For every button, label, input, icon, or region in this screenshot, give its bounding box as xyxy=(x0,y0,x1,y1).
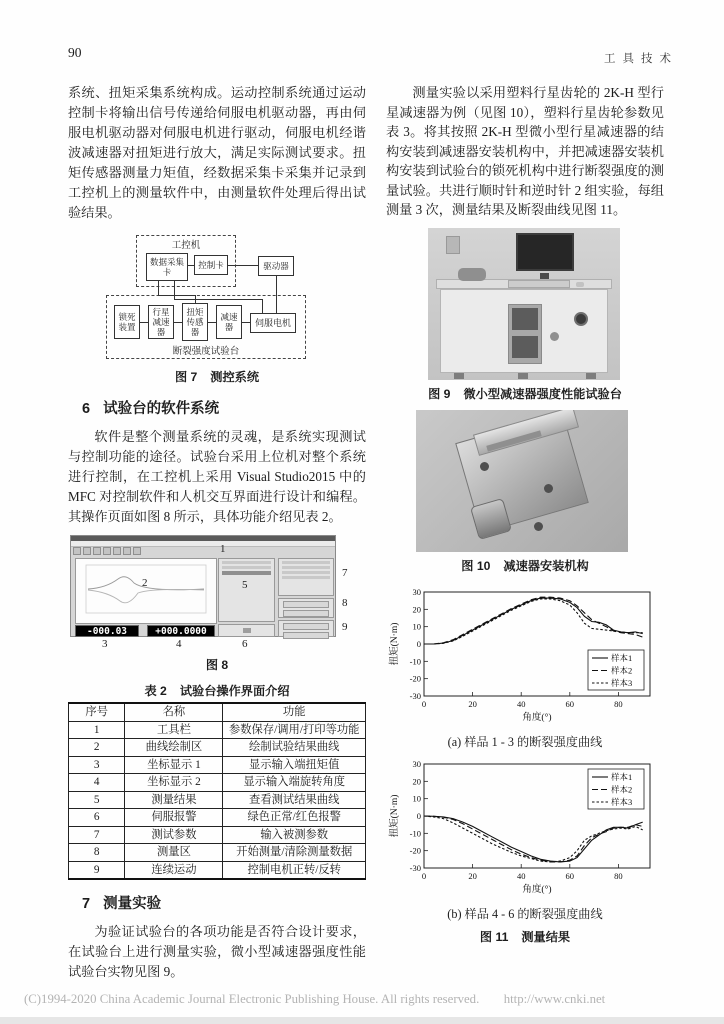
svg-text:10: 10 xyxy=(412,621,421,632)
toolbar-icon xyxy=(93,547,101,555)
svg-text:样本2: 样本2 xyxy=(611,784,633,794)
table-cell: 显示输入端旋转角度 xyxy=(223,774,366,792)
chart-b-wrap xyxy=(386,756,664,922)
figure7-diagram xyxy=(82,231,352,363)
table-cell: 7 xyxy=(69,826,125,844)
table-row xyxy=(69,721,366,739)
table-row xyxy=(69,826,366,844)
callout-8: 8 xyxy=(342,597,348,609)
col-header-function: 功能 xyxy=(223,703,366,721)
svg-text:-10: -10 xyxy=(409,655,421,666)
callout-4: 4 xyxy=(176,638,182,650)
table-cell: 1 xyxy=(69,721,125,739)
forward-button[interactable] xyxy=(283,623,329,630)
paragraph-software: 软件是整个测量系统的灵魂，是系统实现测试与控制功能的途径。试验台采用上位机对整个系统进行控制，在工控机上采用 Visual Studio2015 中的MFC 对控制软件和人机交互界面进行设计和编程。其操作页面如图 8 所示，具体功能介绍见表 2。 xyxy=(68,429,366,524)
table-cell: 绘制试验结果曲线 xyxy=(223,739,366,757)
param-field[interactable] xyxy=(282,566,330,569)
table-cell: 曲线绘制区 xyxy=(125,739,223,757)
paragraph-experiment: 为验证试验台的各项功能是否符合设计要求，在试验台上进行测量实验，微小型减速器强度性能试验台实物见图 9。 xyxy=(68,924,366,979)
angle-display: +000.0000 xyxy=(147,625,215,637)
logo-badge xyxy=(550,332,559,341)
figure9-caption xyxy=(386,385,664,402)
figure7-caption-label: 图 7 xyxy=(174,370,198,384)
table2-caption-title: 试验台操作界面介绍 xyxy=(179,684,290,698)
section7-number: 7 xyxy=(82,896,91,912)
svg-text:样本1: 样本1 xyxy=(611,652,633,663)
table-cell: 4 xyxy=(69,774,125,792)
table-cell: 伺服报警 xyxy=(125,809,223,827)
connector-line xyxy=(158,281,159,295)
series-样本2 xyxy=(424,597,643,644)
toolbar-icon xyxy=(113,547,121,555)
svg-text:样本1: 样本1 xyxy=(611,771,633,782)
figure9-caption-title: 微小型减速器强度性能试验台 xyxy=(463,386,622,401)
svg-text:0: 0 xyxy=(421,698,427,709)
svg-text:80: 80 xyxy=(614,870,623,881)
table-row xyxy=(69,774,366,792)
callout-3: 3 xyxy=(102,638,108,650)
journal-title: 工具技术 xyxy=(604,53,678,65)
ipc-label: 工控机 xyxy=(171,241,201,251)
svg-text:60: 60 xyxy=(565,870,575,881)
selected-row[interactable] xyxy=(222,571,271,575)
reducer-box: 减速器 xyxy=(216,305,242,339)
connector-line xyxy=(276,276,277,313)
table-cell: 控制电机正转/反转 xyxy=(223,861,366,879)
connector-line xyxy=(228,265,258,266)
table-row xyxy=(69,844,366,862)
figure10-caption-title: 减速器安装机构 xyxy=(503,558,589,573)
table-cell: 6 xyxy=(69,809,125,827)
figure11-caption xyxy=(386,928,664,945)
torque-sensor-box: 扭矩传感器 xyxy=(182,303,208,341)
table-row xyxy=(69,861,366,879)
connector-line xyxy=(174,281,175,299)
svg-text:20: 20 xyxy=(468,870,477,881)
fixture xyxy=(458,268,486,281)
svg-text:扭矩(N·m): 扭矩(N·m) xyxy=(390,622,400,665)
table-header-row xyxy=(69,703,366,721)
connector-line xyxy=(158,295,195,296)
figure11-caption-label: 图 11 xyxy=(479,929,509,944)
caster-wheel xyxy=(586,373,596,379)
bolt-hole xyxy=(480,462,489,471)
table-cell: 输入被测参数 xyxy=(223,826,366,844)
table-cell: 显示输入端扭矩值 xyxy=(223,756,366,774)
chart-a-caption: (a) 样品 1 - 3 的断裂强度曲线 xyxy=(447,734,603,749)
connector-line xyxy=(188,265,194,266)
svg-text:样本2: 样本2 xyxy=(611,665,633,675)
svg-text:样本3: 样本3 xyxy=(611,796,633,807)
table-cell: 2 xyxy=(69,739,125,757)
keyboard xyxy=(508,280,570,288)
chart-a-svg xyxy=(386,584,658,726)
svg-text:10: 10 xyxy=(412,793,421,804)
table-row xyxy=(69,739,366,757)
curve-plot-area xyxy=(75,558,217,624)
paragraph-measurement: 测量实验以采用塑料行星齿轮的 2K-H 型行星减速器为例（见图 10），塑料行星齿轮参数见表 3。将其按照 2K-H 型微小型行星减速器的结构安装到减速器安装机构中，并把减速器安装机构安装到试验台的锁死机构中进行断裂强度的测量试验。共进行顺时针和逆时针 2 组实验，每组测量 3 次，测量结果及断裂曲线见图 11。 xyxy=(386,85,664,217)
table2-caption-label: 表 2 xyxy=(144,684,167,698)
figure9-caption-label: 图 9 xyxy=(428,386,451,401)
table-row xyxy=(69,756,366,774)
mouse xyxy=(576,282,584,287)
param-field[interactable] xyxy=(282,561,330,564)
monitor xyxy=(516,233,574,271)
connector-line xyxy=(208,322,216,323)
figure10-photo xyxy=(416,410,628,552)
measure-button[interactable] xyxy=(283,601,329,608)
table-cell: 3 xyxy=(69,756,125,774)
servo-motor-box: 伺服电机 xyxy=(250,313,296,333)
svg-text:20: 20 xyxy=(468,698,477,709)
svg-text:-10: -10 xyxy=(409,827,421,838)
connector-line xyxy=(174,322,182,323)
toolbar-icon xyxy=(83,547,91,555)
left-column xyxy=(68,83,366,982)
paragraph-motion-control: 系统、扭矩采集系统构成。运动控制系统通过运动控制卡将输出信号传递给伺服电机驱动器，再由伺服电机驱动器对伺服电机进行驱动，伺服电机经谐波减速器对扭矩进行放大，满足实际测试要求。扭矩传感器测量力矩值，经数据采集卡采集并记录到工控机上的测量软件中，由测量软件处理后得出试验结果。 xyxy=(68,85,366,220)
connector-line xyxy=(242,322,250,323)
panel-display xyxy=(512,336,538,358)
toolbar-icon xyxy=(133,547,141,555)
panel-row xyxy=(222,566,271,569)
svg-text:-20: -20 xyxy=(409,673,421,684)
figure10-caption xyxy=(386,557,664,574)
alarm-indicator xyxy=(243,628,251,633)
wall-outlet xyxy=(446,236,460,254)
svg-text:80: 80 xyxy=(614,698,623,709)
table-cell: 测试参数 xyxy=(125,826,223,844)
table-cell: 测量区 xyxy=(125,844,223,862)
table-cell: 绿色正常/红色报警 xyxy=(223,809,366,827)
table-cell: 坐标显示 1 xyxy=(125,756,223,774)
svg-text:20: 20 xyxy=(412,775,421,786)
svg-text:-20: -20 xyxy=(409,845,421,856)
series-样本1 xyxy=(424,816,643,862)
table2-body xyxy=(69,721,366,879)
clear-button[interactable] xyxy=(283,610,329,617)
page-edge xyxy=(0,1017,724,1024)
panel-display xyxy=(512,308,538,330)
section7-title: 测量实验 xyxy=(103,896,162,912)
figure8-caption-label: 图 8 xyxy=(205,658,229,672)
col-header-index: 序号 xyxy=(69,703,125,721)
svg-text:角度(°): 角度(°) xyxy=(522,712,552,723)
table-cell: 开始测量/清除测量数据 xyxy=(223,844,366,862)
page-number: 90 xyxy=(68,45,82,60)
figure8-caption xyxy=(68,656,366,673)
param-field[interactable] xyxy=(282,571,330,574)
table-cell: 参数保存/调用/打印等功能 xyxy=(223,721,366,739)
toolbar-icon xyxy=(73,547,81,555)
connector-line xyxy=(140,322,148,323)
reverse-button[interactable] xyxy=(283,632,329,639)
driver-box: 驱动器 xyxy=(258,256,294,276)
toolbar-icon xyxy=(123,547,131,555)
svg-text:0: 0 xyxy=(416,810,421,821)
series-样本3 xyxy=(424,816,643,862)
svg-text:扭矩(N·m): 扭矩(N·m) xyxy=(390,794,400,837)
table-cell: 工具栏 xyxy=(125,721,223,739)
connector-line xyxy=(262,299,263,313)
chart-b-svg xyxy=(386,756,658,898)
svg-text:60: 60 xyxy=(565,698,575,709)
chart-a-wrap xyxy=(386,584,664,750)
param-field[interactable] xyxy=(282,576,330,579)
table-cell: 连续运动 xyxy=(125,861,223,879)
chart-b-caption: (b) 样品 4 - 6 的断裂强度曲线 xyxy=(447,906,603,921)
lock-device-box: 锁死装置 xyxy=(114,305,140,339)
connector-line xyxy=(174,299,262,300)
series-样本3 xyxy=(424,598,643,643)
table-row xyxy=(69,791,366,809)
callout-2: 2 xyxy=(142,577,148,589)
estop-button[interactable] xyxy=(574,312,588,326)
table2-head xyxy=(69,703,366,721)
panel-row xyxy=(222,561,271,564)
series-样本1 xyxy=(424,598,643,644)
table2 xyxy=(68,702,366,880)
col-header-name: 名称 xyxy=(125,703,223,721)
table-row xyxy=(69,809,366,827)
bolt-hole xyxy=(534,522,543,531)
svg-text:0: 0 xyxy=(416,638,421,649)
callout-7: 7 xyxy=(342,567,348,579)
callout-6: 6 xyxy=(242,638,248,650)
figure10-caption-label: 图 10 xyxy=(461,558,491,573)
table-cell: 9 xyxy=(69,861,125,879)
svg-text:0: 0 xyxy=(421,870,427,881)
window-toolbar xyxy=(73,547,141,556)
callout-5: 5 xyxy=(242,579,248,591)
table-cell: 查看测试结果曲线 xyxy=(223,791,366,809)
svg-text:20: 20 xyxy=(412,603,421,614)
servo-alarm-panel xyxy=(218,624,275,637)
planetary-reducer-box: 行星减速器 xyxy=(148,305,174,339)
series-样本2 xyxy=(424,816,643,862)
right-column xyxy=(386,83,664,947)
caster-wheel xyxy=(518,373,528,379)
svg-text:30: 30 xyxy=(412,758,421,769)
test-params-panel xyxy=(278,558,334,596)
callout-1: 1 xyxy=(220,543,226,555)
svg-text:角度(°): 角度(°) xyxy=(522,884,552,895)
table-cell: 坐标显示 2 xyxy=(125,774,223,792)
section6-heading xyxy=(82,397,366,418)
copyright-text: (C)1994-2020 China Academic Journal Electronic Publishing House. All rights reserved. xyxy=(24,992,480,1006)
table-cell: 5 xyxy=(69,791,125,809)
mini-plot-curves xyxy=(76,559,214,621)
bench-label: 断裂强度试验台 xyxy=(172,347,240,357)
motion-panel xyxy=(278,620,334,637)
figure8-screenshot xyxy=(70,535,360,651)
app-window xyxy=(70,535,336,637)
section7-heading xyxy=(82,892,366,913)
bolt-hole xyxy=(544,484,553,493)
figure11-caption-title: 测量结果 xyxy=(521,929,571,944)
svg-text:30: 30 xyxy=(412,586,421,597)
svg-text:样本3: 样本3 xyxy=(611,677,633,688)
caster-wheel xyxy=(454,373,464,379)
svg-text:40: 40 xyxy=(516,698,526,709)
control-card-box: 控制卡 xyxy=(194,255,228,275)
cnki-url[interactable]: http://www.cnki.net xyxy=(503,992,606,1006)
table-cell: 测量结果 xyxy=(125,791,223,809)
torque-display: -000.03 xyxy=(75,625,139,637)
callout-9: 9 xyxy=(342,621,348,633)
table2-caption xyxy=(68,682,366,699)
section6-number: 6 xyxy=(82,401,91,417)
measure-panel xyxy=(278,598,334,618)
copyright-footer xyxy=(24,992,714,1007)
svg-text:-30: -30 xyxy=(409,690,421,701)
figure7-caption-title: 测控系统 xyxy=(210,370,260,384)
table-cell: 8 xyxy=(69,844,125,862)
section6-title: 试验台的软件系统 xyxy=(103,401,220,417)
toolbar-icon xyxy=(103,547,111,555)
figure9-photo xyxy=(428,228,620,380)
svg-text:40: 40 xyxy=(516,870,526,881)
figure7-caption xyxy=(68,368,366,385)
daq-box: 数据采集卡 xyxy=(146,253,188,281)
svg-text:-30: -30 xyxy=(409,862,421,873)
